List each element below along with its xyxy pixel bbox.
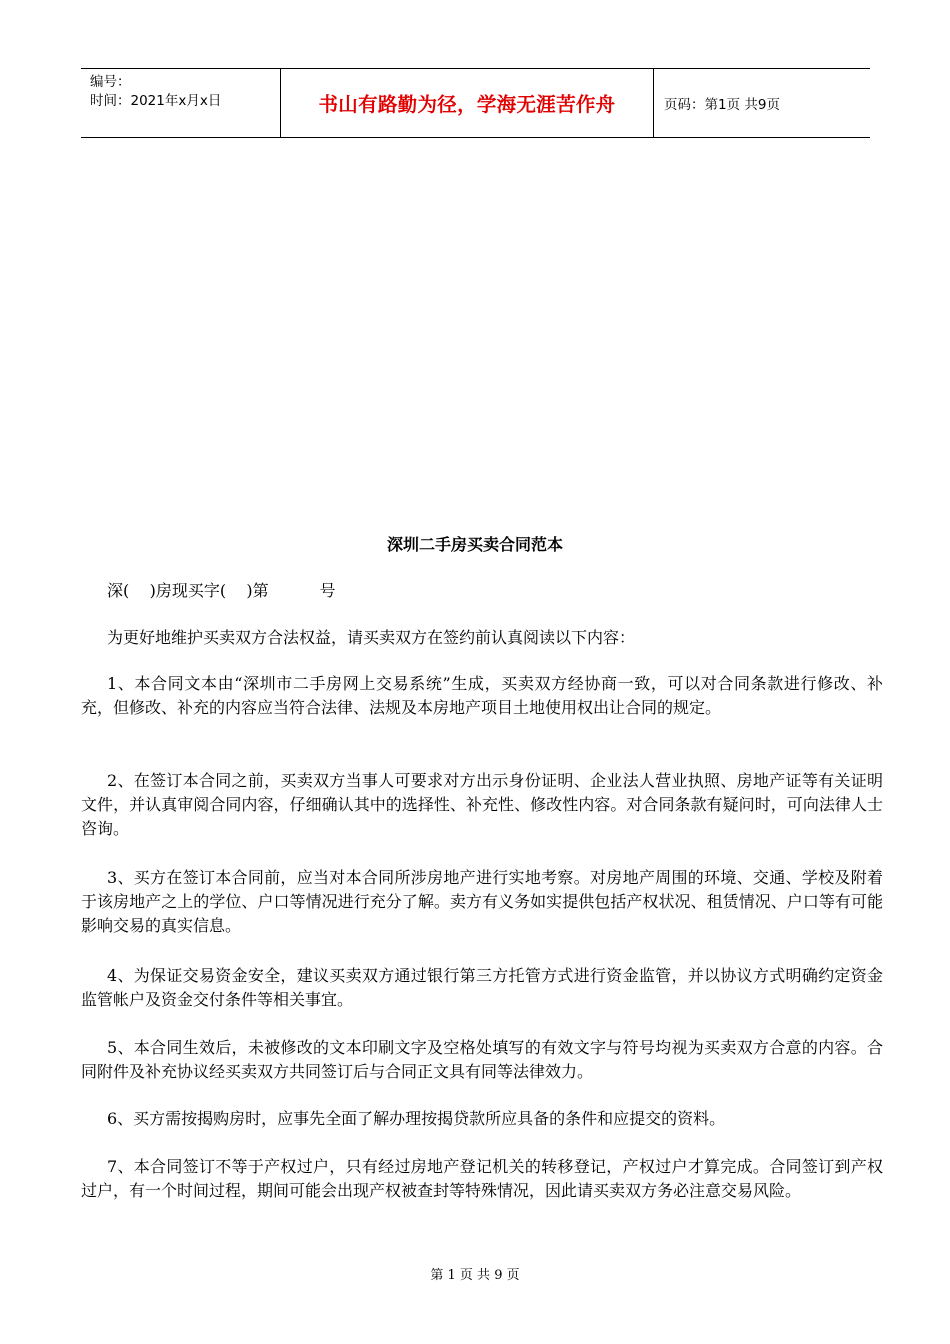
time-label: 时间：2021年x月x日 xyxy=(90,93,222,109)
header-table xyxy=(81,68,870,138)
document-title: 深圳二手房买卖合同范本 xyxy=(386,535,563,554)
clause-5: 5、本合同生效后，未被修改的文本印刷文字及空格处填写的有效文字与符号均视为买卖双方合意的内容。合同附件及补充协议经买卖双方共同签订后与合同正文具有同等法律效力。 xyxy=(81,1038,883,1081)
intro-paragraph: 为更好地维护买卖双方合法权益，请买卖双方在签约前认真阅读以下内容： xyxy=(107,628,636,647)
header-motto: 书山有路勤为径，学海无涯苦作舟 xyxy=(281,69,654,137)
clause-1: 1、本合同文本由“深圳市二手房网上交易系统”生成，买卖双方经协商一致，可以对合同条款进行修改、补充，但修改、补充的内容应当符合法律、法规及本房地产项目土地使用权出让合同的规定。 xyxy=(81,674,883,717)
clause-6: 6、买方需按揭购房时，应事先全面了解办理按揭贷款所应具备的条件和应提交的资料。 xyxy=(107,1109,726,1128)
clause-7: 7、本合同签订不等于产权过户，只有经过房地产登记机关的转移登记，产权过户才算完成。合同签订到产权过户，有一个时间过程，期间可能会出现产权被查封等特殊情况，因此请买卖双方务必注意交易风险。 xyxy=(81,1157,883,1200)
page-footer: 第 1 页 共 9 页 xyxy=(430,1268,520,1283)
document-number-line: 深( )房现买字( )第 号 xyxy=(107,581,336,600)
code-label: 编号： xyxy=(90,74,131,90)
clause-3: 3、买方在签订本合同前，应当对本合同所涉房地产进行实地考察。对房地产周围的环境、交通、学校及附着于该房地产之上的学位、户口等情况进行充分了解。卖方有义务如实提供包括产权状况、租赁情况、户口等有可能影响交易的真实信息。 xyxy=(81,868,883,935)
clause-4: 4、为保证交易资金安全，建议买卖双方通过银行第三方托管方式进行资金监管，并以协议方式明确约定资金监管帐户及资金交付条件等相关事宜。 xyxy=(81,966,883,1009)
header-page-info: 页码：第1页 共9页 xyxy=(664,97,780,113)
clause-2: 2、在签订本合同之前，买卖双方当事人可要求对方出示身份证明、企业法人营业执照、房地产证等有关证明文件，并认真审阅合同内容，仔细确认其中的选择性、补充性、修改性内容。对合同条款有疑问时，可向法律人士咨询。 xyxy=(81,771,883,838)
header-meta-cell xyxy=(81,69,281,137)
